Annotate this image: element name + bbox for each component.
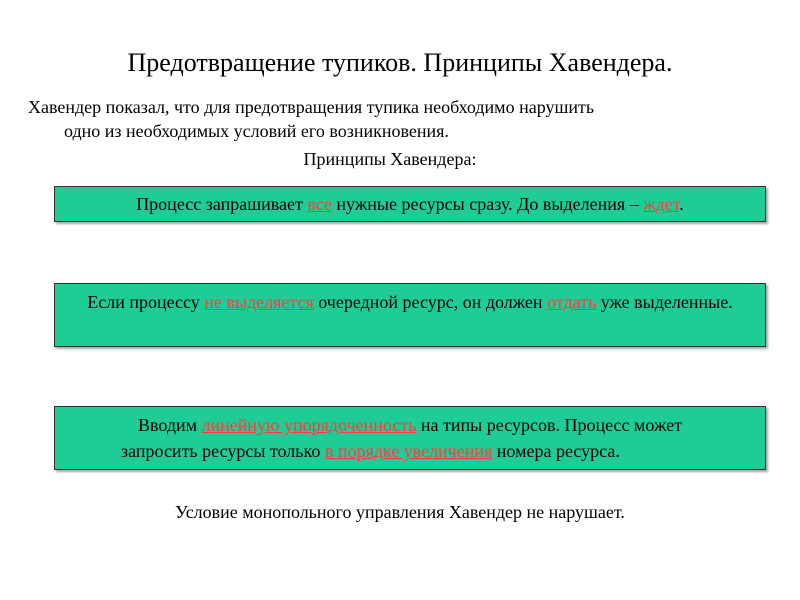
principle-1-highlight-waits: ждет xyxy=(643,194,680,214)
principle-1-text-middle: нужные ресурсы сразу. До выделения – xyxy=(331,194,644,214)
principle-3-line-1 xyxy=(55,412,765,438)
principle-3-text-after: номера ресурса. xyxy=(492,441,620,461)
principle-box-1 xyxy=(54,186,766,222)
principles-subtitle: Принципы Хавендера: xyxy=(303,149,477,169)
principle-2-highlight-not-allocated: не выделяется xyxy=(204,292,314,312)
principle-2-text-before: Если процессу xyxy=(87,292,205,312)
principle-3-highlight-increasing-order: в порядке увеличения xyxy=(324,441,493,461)
principle-3-text-middle: на типы ресурсов. Процесс может xyxy=(416,415,682,435)
intro-line-1: Хавендер показал, что для предотвращения тупика необходимо нарушить xyxy=(28,97,595,117)
principle-1-highlight-all: все xyxy=(307,194,332,214)
intro-line-2: одно из необходимых условий его возникновения. xyxy=(64,121,449,141)
slide-title: Предотвращение тупиков. Принципы Хавендера. xyxy=(127,48,673,77)
intro-paragraph xyxy=(28,95,768,143)
principle-2-text-middle: очередной ресурс, он должен xyxy=(313,292,548,312)
principle-box-2 xyxy=(54,283,766,347)
principle-1-text-before: Процесс запрашивает xyxy=(136,194,308,214)
principle-box-3 xyxy=(54,406,766,470)
principle-2-text-after: уже выделенные. xyxy=(596,292,733,312)
principle-3-text-before: Вводим xyxy=(138,415,202,435)
principle-3-text-line2-before: запросить ресурсы только xyxy=(121,441,325,461)
principle-3-highlight-linear-order: линейную упорядоченность xyxy=(201,415,417,435)
principle-3-line-2 xyxy=(55,438,765,464)
footer-note: Условие монопольного управления Хавендер не нарушает. xyxy=(175,502,625,522)
principle-2-highlight-release: отдать xyxy=(547,292,597,312)
principle-1-text-after: . xyxy=(679,194,684,214)
